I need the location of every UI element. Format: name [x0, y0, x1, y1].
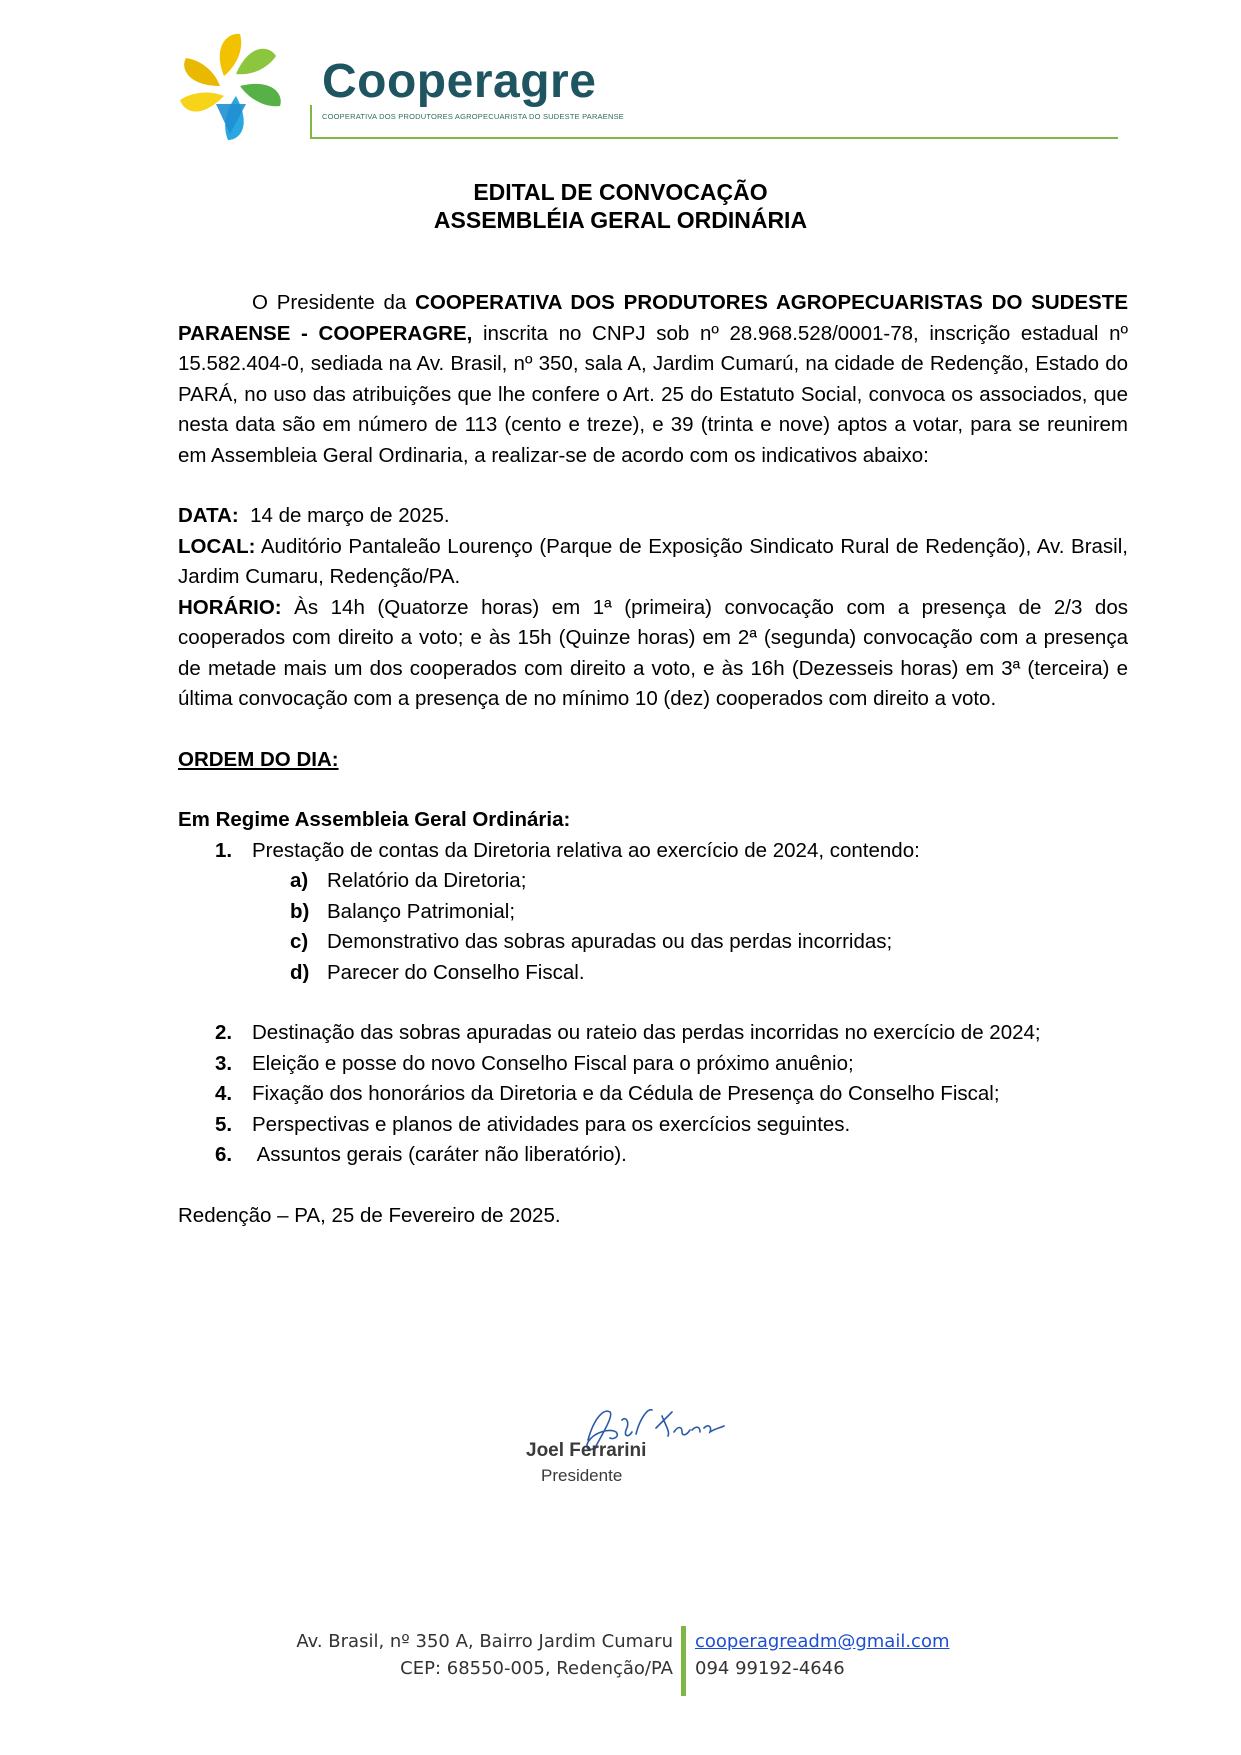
- agenda-item-3: [178, 1049, 1128, 1080]
- header-divider-vertical: [310, 105, 312, 139]
- agenda-item-text: Fixação dos honorários da Diretoria e da Cédula de Presença do Conselho Fiscal;: [252, 1082, 1000, 1105]
- agenda-heading: ORDEM DO DIA:: [178, 747, 339, 771]
- document-body: [178, 288, 1128, 1231]
- agenda-item-number: 1.: [215, 838, 233, 862]
- date-field: [178, 501, 1128, 532]
- agenda-subitem-b: [178, 897, 1128, 928]
- agenda-item-text: Destinação das sobras apuradas ou rateio das perdas incorridas no exercício de 2024;: [252, 1021, 1041, 1044]
- date-place-line: Redenção – PA, 25 de Fevereiro de 2025.: [178, 1203, 561, 1227]
- subitem-text: Parecer do Conselho Fiscal.: [327, 960, 585, 984]
- time-value: Às 14h (Quatorze horas) em 1ª (primeira) convocação com a presença de 2/3 dos cooperados com direito a voto; e às 15h (Quinze horas) em 2ª (segunda) convocação com a presença de metade mais um dos cooperados com direito a voto, e às 16h (Dezesseis horas) em 3ª (terceira) e última convocação com a presença de no mínimo 10 (dez) cooperados com direito a voto.: [178, 595, 1128, 710]
- phone-number: 094 99192-4646: [695, 1658, 845, 1679]
- agenda-item-text: Perspectivas e planos de atividades para os exercícios seguintes.: [252, 1112, 851, 1136]
- document-title: [0, 178, 1241, 234]
- location-field: [178, 532, 1128, 593]
- brand-subtitle: COOPERATIVA DOS PRODUTORES AGROPECUARISTA DO SUDESTE PARAENSE: [322, 112, 624, 121]
- date-label: DATA:: [178, 504, 239, 527]
- agenda-item-2: [178, 1018, 1128, 1049]
- agenda-subitem-a: [178, 866, 1128, 897]
- brand-name: Cooperagre: [322, 55, 597, 108]
- agenda-item-text: Eleição e posse do novo Conselho Fiscal para o próximo anuênio;: [252, 1051, 854, 1075]
- footer-address: [296, 1628, 673, 1682]
- title-line-1: EDITAL DE CONVOCAÇÃO: [473, 179, 768, 205]
- address-line-2: CEP: 68550-005, Redenção/PA: [400, 1658, 673, 1679]
- signer-role: Presidente: [541, 1466, 623, 1485]
- agenda-item-text: Assuntos gerais (caráter não liberatório).: [252, 1143, 627, 1166]
- agenda-item-text: Prestação de contas da Diretoria relativa ao exercício de 2024, contendo:: [252, 838, 920, 862]
- header-divider: [310, 137, 1118, 139]
- location-value: Auditório Pantaleão Lourenço (Parque de Exposição Sindicato Rural de Redenção), Av. Brasil, Jardim Cumaru, Redenção/PA.: [178, 534, 1128, 588]
- agenda-subheading: Em Regime Assembleia Geral Ordinária:: [178, 808, 571, 831]
- subitem-text: Demonstrativo das sobras apuradas ou das perdas incorridas;: [327, 930, 893, 953]
- cooperagre-logo-icon: [176, 30, 284, 142]
- agenda-item-4: [178, 1079, 1128, 1110]
- subitem-text: Balanço Patrimonial;: [327, 899, 516, 923]
- address-line-1: Av. Brasil, nº 350 A, Bairro Jardim Cumaru: [296, 1631, 673, 1652]
- time-label: HORÁRIO:: [178, 595, 282, 619]
- subitem-letter: a): [290, 869, 309, 892]
- subitem-letter: c): [290, 930, 309, 953]
- footer-divider: [681, 1626, 686, 1696]
- subitem-text: Relatório da Diretoria;: [327, 869, 527, 892]
- subitem-letter: d): [290, 960, 310, 984]
- email-link[interactable]: cooperagreadm@gmail.com: [695, 1631, 950, 1652]
- intro-text-1: O Presidente da: [252, 291, 416, 314]
- agenda-item-6: [178, 1140, 1128, 1171]
- agenda-item-number: 5.: [215, 1112, 233, 1136]
- agenda-item-number: 2.: [215, 1021, 233, 1044]
- agenda-subitem-d: [178, 958, 1128, 989]
- agenda-subitem-c: [178, 927, 1128, 958]
- time-field: [178, 593, 1128, 715]
- title-line-2: ASSEMBLÉIA GERAL ORDINÁRIA: [433, 207, 808, 233]
- location-label: LOCAL:: [178, 534, 256, 558]
- subitem-letter: b): [290, 899, 310, 923]
- cooperative-name: COOPERATIVA DOS PRODUTORES AGROPECUARISTAS DO SUDESTE PARAENSE - COOPERAGRE,: [178, 291, 1128, 345]
- agenda-item-5: [178, 1110, 1128, 1141]
- footer-contact: [695, 1628, 950, 1682]
- agenda-item-1: [178, 836, 1128, 867]
- agenda-item-number: 6.: [215, 1143, 233, 1166]
- agenda-item-number: 3.: [215, 1051, 233, 1075]
- intro-paragraph: [178, 288, 1128, 471]
- date-value: 14 de março de 2025.: [238, 504, 450, 527]
- agenda-item-number: 4.: [215, 1082, 233, 1105]
- intro-text-2: inscrita no CNPJ sob nº 28.968.528/0001-78, inscrição estadual nº 15.582.404-0, sediada na Av. Brasil, nº 350, sala A, Jardim Cumarú, na cidade de Redenção, Estado do PARÁ, no uso das atribuições que lhe confere o Art. 25 do Estatuto Social, convoca os associados, que nesta data são em número de 113 (cento e treze), e 39 (trinta e nove) aptos a votar, para se reunirem em Assembleia Geral Ordinaria, a realizar-se de acordo com os indicativos abaixo:: [178, 321, 1128, 467]
- signer-name: Joel Ferrarini: [526, 1440, 647, 1461]
